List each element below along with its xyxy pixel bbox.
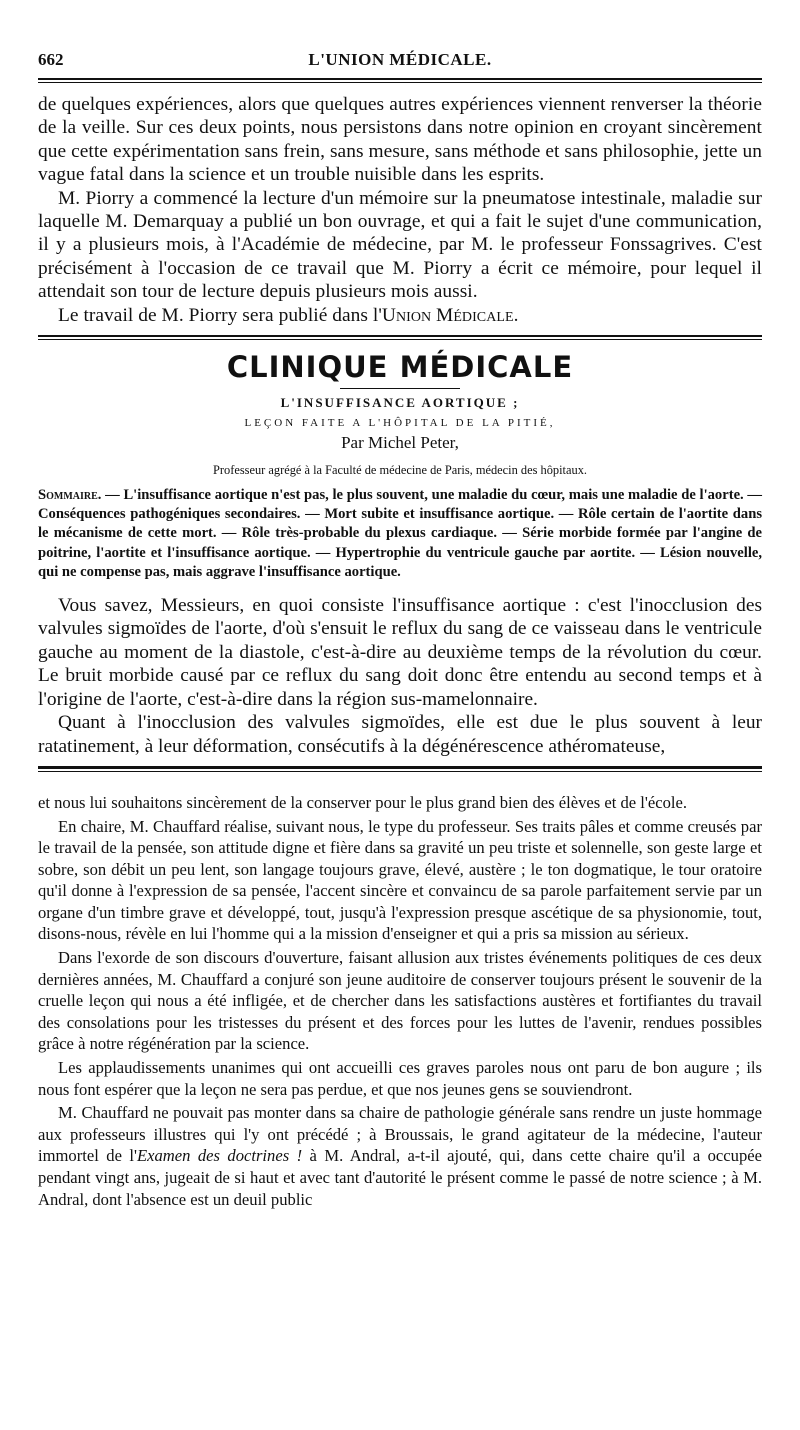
report-paragraph: de quelques expériences, alors que quelques autres expériences viennent renverser la théorie de la veille. Sur ces deux points, nous persistons dans notre opinion en croyant sincèrement que cette expérimentation sans frein, sans mesure, sans méthode et sans philosophie, jette un vague fatal dans la science et un trouble nuisible dans les esprits. [38,94,762,186]
article-title: L'INSUFFISANCE AORTIQUE ; [280,395,520,411]
report-paragraph: Le travail de M. Piorry sera publié dans l'Union Médicale. [58,304,519,326]
lecture-body [38,594,762,758]
feuilleton-paragraph: Dans l'exorde de son discours d'ouverture, faisant allusion aux tristes événements politiques de ces deux dernières années, M. Chauffard a conjuré son jeune auditoire de conserver toujours présent le souvenir de la cruelle leçon qui nous a été infligée, et de chercher dans les satisfactions austères et fortifiantes du travail des consolations pour les tristesses du présent et des forces pour les luttes de l'avenir, rendues possibles grâce à notre régénération par la science. [38,948,762,1054]
section-title: CLINIQUE MÉDICALE [226,350,574,385]
feuilleton-paragraph: et nous lui souhaitons sincèrement de la conserver pour le plus grand bien des élèves et de l'école. [38,792,688,812]
summary-text: — L'insuffisance aortique n'est pas, le plus souvent, une maladie du cœur, mais une maladie de l'aorte. — Conséquences pathogéniques secondaires. — Mort subite et insuffisance aortique. — Rôle certain de l'aortite dans le mécanisme de cette mort. — Rôle très-probable du plexus cardiaque. — Série morbide formée par l'angine de poitrine, l'aortite et l'insuffisance aortique. — Hypertrophie du ventricule gauche par aortite. — Lésion nouvelle, qui ne compense pas, mais aggrave l'insuffisance aortique. [38,487,762,580]
feuilleton-paragraph: Les applaudissements unanimes qui ont accueilli ces graves paroles nous ont paru de bon augure ; ils nous font espérer que la leçon ne sera pas perdue, et que nos jeunes gens se souviendront. [38,1058,762,1099]
report-paragraph: M. Piorry a commencé la lecture d'un mémoire sur la pneumatose intestinale, maladie sur laquelle M. Demarquay a publié un bon ouvrage, et qui a fait le sujet d'une communication, il y a plusieurs mois, à l'Académie de médecine, par M. le professeur Fonssagrives. C'est précisément à l'occasion de ce travail que M. Piorry a écrit ce mémoire, pour lequel il attendait son tour de lecture depuis plusieurs mois aussi. [38,187,762,303]
summary [38,486,762,582]
author: Par Michel Peter, [341,433,459,453]
header-rule [38,78,762,83]
summary-label: Sommaire. [38,487,102,504]
feuilleton-paragraph: M. Chauffard ne pouvait pas monter dans sa chaire de pathologie générale sans rendre un juste hommage aux professeurs illustres qui l'y ont précédé ; à Broussais, le grand agitateur de la médecine, l'auteur immortel de l'Examen des doctrines ! à M. Andral, a-t-il ajouté, qui, dans cette chaire qu'il a occupée pendant vingt ans, jugeait de si haut et avec tant d'autorité le présent comme le passé de notre science ; à M. Andral, dont l'absence est un deuil public [38,1103,762,1209]
section-rule [38,335,762,340]
feuilleton-paragraph: En chaire, M. Chauffard réalise, suivant nous, le type du professeur. Ses traits pâles et comme creusés par le travail de la pensée, son attitude digne et fière dans sa gravité un peu triste et solennelle, son geste large et sobre, son débit un peu lent, son langage toujours grave, élevé, austère ; le ton dogmatique, le tour oratoire qu'il donne à l'expression de sa pensée, l'accent sincère et convaincu de sa parole parfaitement servie par un organe d'un timbre grave et développé, tout, jusqu'à l'expression presque ascétique de sa physionomie, tout, disons-nous, révèle en lui l'homme qui a la mission d'enseigner et qui a pris sa mission au sérieux. [38,816,762,944]
feuilleton-body [38,792,762,1210]
author-affiliation: Professeur agrégé à la Faculté de médecine de Paris, médecin des hôpitaux. [213,463,587,478]
academy-report [38,93,762,327]
page-header [38,40,762,78]
feuilleton-separator [38,766,762,772]
lecture-paragraph: Vous savez, Messieurs, en quoi consiste l'insuffisance aortique : c'est l'inocclusion des valvules sigmoïdes de l'aorte, d'où s'ensuit le reflux du sang de ce vaisseau dans le ventricule gauche au moment de la diastole, c'est-à-dire au deuxième temps de la révolution du cœur. Le bruit morbide causé par ce reflux du sang doit donc être entendu au second temps et à l'origine de l'aorte, c'est-à-dire dans la région sus-mamelonnaire. [38,595,762,710]
lecture-place: LEÇON FAITE A L'HÔPITAL DE LA PITIÉ, [244,417,556,430]
running-title: L'UNION MÉDICALE. [308,50,492,69]
page-number: 662 [38,50,64,69]
title-rule [340,388,460,389]
journal-page [38,40,762,1210]
lecture-paragraph: Quant à l'inocclusion des valvules sigmoïdes, elle est due le plus souvent à leur ratatinement, à leur déformation, consécutifs à la dégénérescence athéromateuse, [38,712,762,757]
